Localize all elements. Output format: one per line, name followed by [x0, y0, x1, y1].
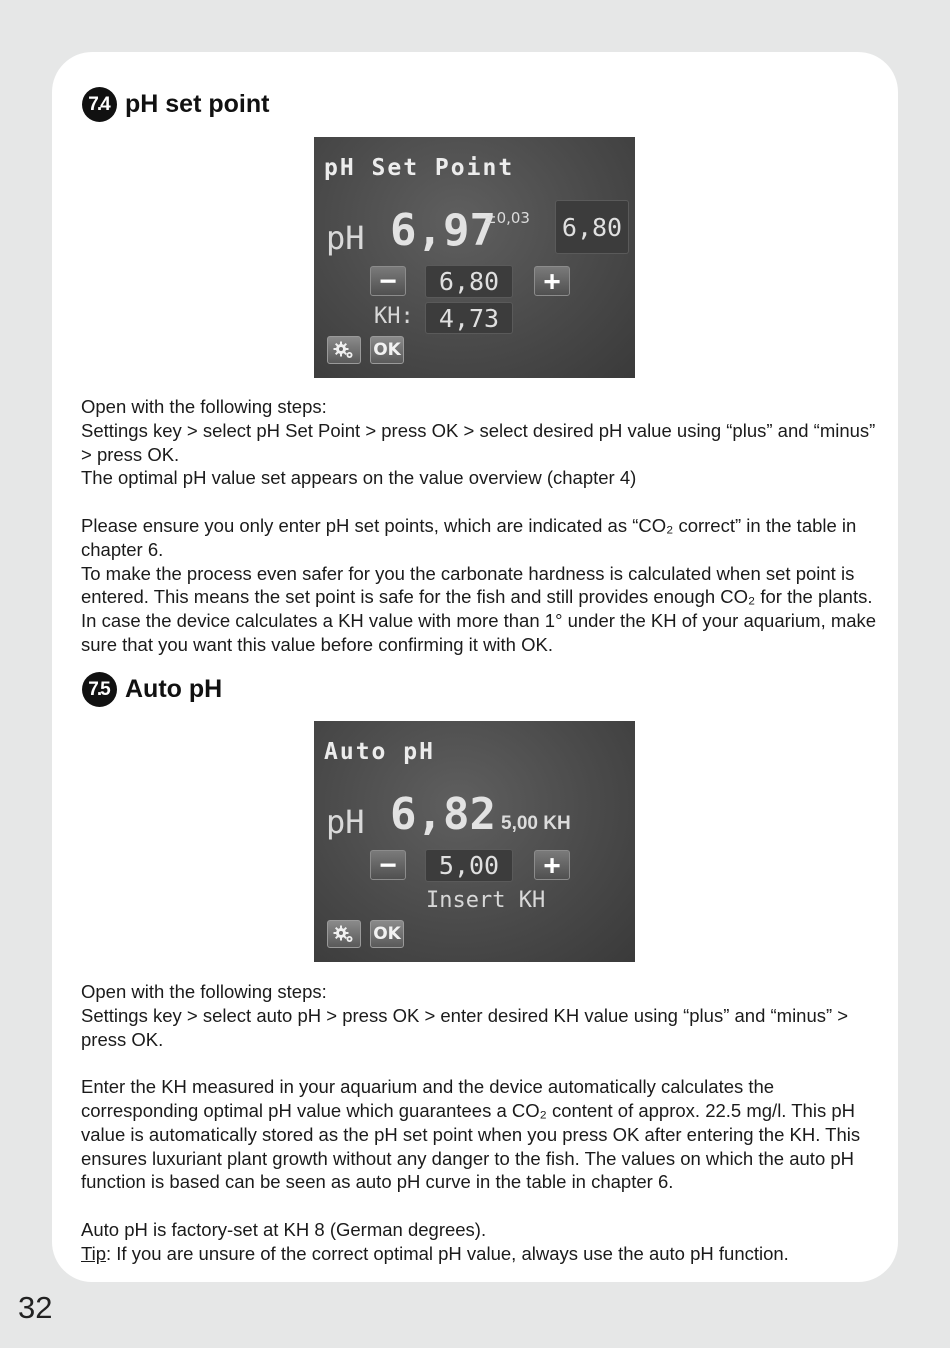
- settings-button[interactable]: [327, 920, 361, 948]
- screen-title: Auto pH: [324, 739, 435, 765]
- paragraph: Auto pH is factory-set at KH 8 (German degrees).: [81, 1218, 487, 1240]
- section-heading-ph-set-point: [82, 87, 269, 122]
- minus-button[interactable]: −: [370, 850, 406, 880]
- stepper-value: 6,80: [425, 265, 513, 298]
- kh-reading: 5,00 KH: [501, 813, 571, 834]
- paragraph: Settings key > select auto pH > press OK > enter desired KH value using “plus” and “minus” > press OK.: [81, 1004, 849, 1050]
- paragraph: Open with the following steps:: [81, 396, 327, 417]
- device-screen-ph-set-point: [314, 137, 635, 378]
- ph-label: pH: [326, 803, 365, 841]
- ph-reading: 6,97: [390, 205, 496, 256]
- page-number: 32: [18, 1290, 53, 1325]
- paragraph-gap: [81, 1194, 881, 1218]
- tip-paragraph: [81, 1242, 881, 1266]
- section-title: Auto pH: [125, 675, 223, 703]
- stepper-value: 5,00: [425, 849, 513, 882]
- ok-button[interactable]: OK: [370, 336, 404, 364]
- setpoint-display: 6,80: [555, 200, 629, 254]
- page-card: [52, 52, 898, 1282]
- paragraph: Enter the KH measured in your aquarium and the device automatically calculates the corresponding optimal pH value which guarantees a CO₂ content of approx. 22.5 mg/l. This pH value is automatically stored as the pH set point when you press OK after entering the KH. This ensures luxuriant plant growth without any danger to the fish. The values on which the auto pH function is based can be seen as auto pH curve in the table in chapter 6.: [81, 1076, 861, 1193]
- paragraph: Open with the following steps:: [81, 981, 327, 1002]
- gear-icon: [333, 924, 355, 944]
- paragraph: The optimal pH value set appears on the value overview (chapter 4): [81, 467, 637, 489]
- section-number-badge: 7.4: [82, 87, 117, 122]
- paragraph-gap: [81, 1051, 881, 1075]
- section1-text: [81, 395, 881, 657]
- tolerance-label: ±0,03: [484, 209, 530, 227]
- paragraph-gap: [81, 490, 881, 514]
- section-title: pH set point: [125, 90, 270, 118]
- section2-text: [81, 980, 881, 1266]
- section-number-badge: 7.5: [82, 672, 117, 707]
- kh-label: KH:: [374, 304, 414, 329]
- paragraph: Settings key > select pH Set Point > press OK > select desired pH value using “plus” and “minus” > press OK.: [81, 419, 876, 465]
- kh-value: 4,73: [425, 302, 513, 334]
- insert-kh-label: Insert KH: [426, 888, 546, 913]
- paragraph: Please ensure you only enter pH set points, which are indicated as “CO₂ correct” in the table in chapter 6.: [81, 514, 857, 560]
- minus-button[interactable]: −: [370, 266, 406, 296]
- device-screen-auto-ph: [314, 721, 635, 962]
- settings-button[interactable]: [327, 336, 361, 364]
- screen-title: pH Set Point: [324, 155, 515, 181]
- gear-icon: [333, 340, 355, 360]
- ok-button[interactable]: OK: [370, 920, 404, 948]
- paragraph: To make the process even safer for you the carbonate hardness is calculated when set point is entered. This means the set point is safe for the fish and still provides enough CO₂ for the plants. In case the device calculates a KH value with more than 1° under the KH of your aquarium, make sure that you want this value before confirming it with OK.: [81, 562, 877, 655]
- ph-label: pH: [326, 219, 365, 257]
- plus-button[interactable]: +: [534, 850, 570, 880]
- plus-button[interactable]: +: [534, 266, 570, 296]
- section-heading-auto-ph: [82, 672, 222, 707]
- tip-text: : If you are unsure of the correct optimal pH value, always use the auto pH function.: [106, 1242, 789, 1264]
- ph-reading: 6,82: [390, 789, 496, 840]
- tip-label: Tip: [81, 1242, 107, 1264]
